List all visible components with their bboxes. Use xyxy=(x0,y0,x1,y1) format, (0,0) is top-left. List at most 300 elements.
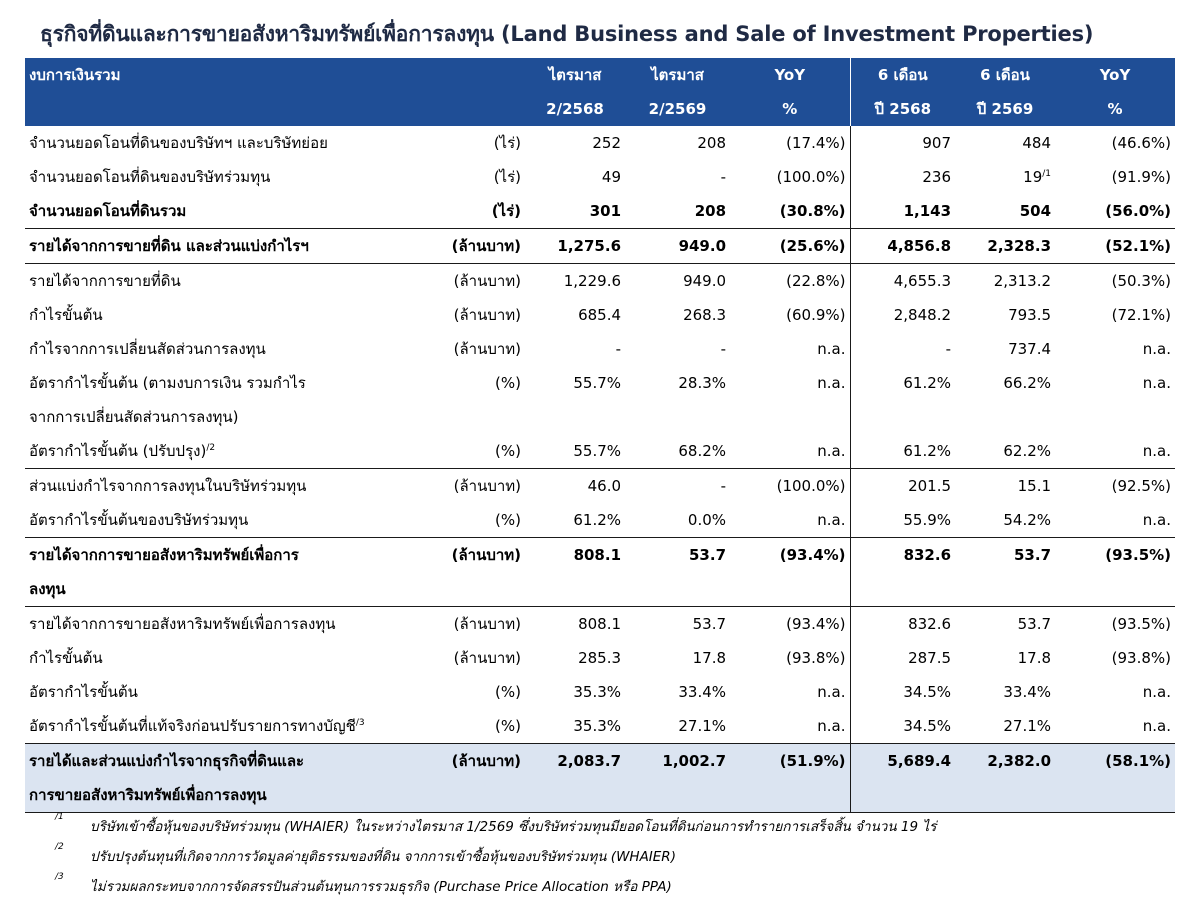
cell-yoy-6m xyxy=(1055,469,1175,504)
cell-q2-2568 xyxy=(525,332,625,366)
cell-value: 949.0 xyxy=(678,237,727,255)
row-label-text: รายได้จากการขายที่ดิน และส่วนแบ่งกำไรฯ xyxy=(29,237,309,255)
cell-value: (17.4%) xyxy=(786,134,846,152)
cell-value: 737.4 xyxy=(1008,340,1052,358)
cell-value: 4,856.8 xyxy=(887,237,952,255)
table-row xyxy=(25,503,1175,538)
cell-value: n.a. xyxy=(817,717,846,735)
row-label-text: จำนวนยอดโอนที่ดินของบริษัทฯ และบริษัทย่อย xyxy=(29,134,328,152)
row-unit: (ล้านบาท) xyxy=(453,340,522,358)
row-unit: (%) xyxy=(495,442,522,460)
cell-value: 49 xyxy=(601,168,622,186)
cell-yoy-6m xyxy=(1055,126,1175,160)
cell-q2-2569 xyxy=(625,264,730,299)
row-label-text: ส่วนแบ่งกำไรจากการลงทุนในบริษัทร่วมทุน xyxy=(29,477,307,495)
cell-value: (51.9%) xyxy=(779,752,846,770)
header-col-q2-2569: ไตรมาส xyxy=(625,58,730,92)
cell-value: 949.0 xyxy=(683,272,727,290)
cell-yoy-6m xyxy=(1055,434,1175,469)
cell-yoy-q xyxy=(730,675,850,709)
table-row xyxy=(25,264,1175,299)
cell-q2-2568 xyxy=(525,641,625,675)
row-unit: (%) xyxy=(495,374,522,392)
cell-value: - xyxy=(720,477,727,495)
cell-value: 53.7 xyxy=(1014,546,1052,564)
table-row xyxy=(25,675,1175,709)
table-row xyxy=(25,126,1175,160)
cell-value: (50.3%) xyxy=(1111,272,1172,290)
cell-yoy-q xyxy=(730,641,850,675)
cell-q2-2569 xyxy=(625,160,730,194)
row-label xyxy=(25,744,425,813)
cell-value: 19 xyxy=(1023,168,1043,186)
cell-value: (92.5%) xyxy=(1111,477,1172,495)
cell-6m-2569 xyxy=(955,366,1055,434)
cell-6m-2568 xyxy=(850,469,955,504)
cell-yoy-6m xyxy=(1055,709,1175,744)
cell-value: 34.5% xyxy=(903,717,952,735)
cell-yoy-q xyxy=(730,709,850,744)
cell-value: (30.8%) xyxy=(779,202,846,220)
row-label-text: กำไรจากการเปลี่ยนสัดส่วนการลงทุน xyxy=(29,340,266,358)
financial-table xyxy=(25,58,1175,813)
cell-6m-2569 xyxy=(955,229,1055,264)
cell-6m-2569 xyxy=(955,434,1055,469)
cell-6m-2568 xyxy=(850,503,955,538)
cell-value: 54.2% xyxy=(1003,511,1052,529)
cell-yoy-q xyxy=(730,229,850,264)
cell-q2-2568 xyxy=(525,194,625,229)
cell-6m-2568 xyxy=(850,641,955,675)
row-unit: (ล้านบาท) xyxy=(425,744,525,813)
cell-value: 301 xyxy=(589,202,622,220)
cell-value: 208 xyxy=(694,202,727,220)
cell-value: 15.1 xyxy=(1017,477,1052,495)
header-label: งบการเงินรวม xyxy=(25,58,525,92)
cell-q2-2568 xyxy=(525,264,625,299)
cell-value: 2,382.0 xyxy=(987,752,1052,770)
cell-6m-2568 xyxy=(850,675,955,709)
cell-yoy-6m xyxy=(1055,160,1175,194)
cell-q2-2569 xyxy=(625,503,730,538)
cell-value: 53.7 xyxy=(1017,615,1052,633)
cell-yoy-6m xyxy=(1055,538,1175,607)
cell-value: (100.0%) xyxy=(776,477,846,495)
footnote-text: บริษัทเข้าซื้อหุ้นของบริษัทร่วมทุน (WHAIER) ในระหว่างไตรมาส 1/2569 ซึ่งบริษัทร่วมทุนมียอดโอนที่ดินก่อนการทำรายการเสร็จสิ้น จำนวน 19 ไร่ xyxy=(90,819,937,835)
cell-yoy-q xyxy=(730,366,850,434)
cell-value: 35.3% xyxy=(573,717,622,735)
header-col-yoy-q-sub: % xyxy=(730,92,850,126)
row-label xyxy=(25,675,425,709)
header-col-q2-2568: ไตรมาส xyxy=(525,58,625,92)
cell-value: 35.3% xyxy=(573,683,622,701)
cell-6m-2568 xyxy=(850,434,955,469)
cell-q2-2569 xyxy=(625,607,730,642)
row-label xyxy=(25,434,425,469)
cell-6m-2568 xyxy=(850,194,955,229)
cell-value: 1,229.6 xyxy=(563,272,622,290)
header-col-6m-2569-sub: ปี 2569 xyxy=(955,92,1055,126)
row-label xyxy=(25,709,425,744)
row-label-text-2: การขายอสังหาริมทรัพย์เพื่อการลงทุน xyxy=(29,786,267,804)
cell-value: 1,143 xyxy=(903,202,952,220)
cell-6m-2569 xyxy=(955,709,1055,744)
cell-value: (91.9%) xyxy=(1111,168,1172,186)
cell-yoy-6m xyxy=(1055,229,1175,264)
cell-value: (22.8%) xyxy=(786,272,846,290)
cell-value: - xyxy=(945,340,952,358)
cell-q2-2568 xyxy=(525,160,625,194)
cell-q2-2569 xyxy=(625,194,730,229)
cell-value: n.a. xyxy=(817,511,846,529)
header-col-yoy-q: YoY xyxy=(730,58,850,92)
row-unit: (ล้านบาท) xyxy=(425,538,525,607)
cell-6m-2569 xyxy=(955,538,1055,607)
cell-value: n.a. xyxy=(1142,374,1172,392)
row-label-text: อัตรากำไรขั้นต้นของบริษัทร่วมทุน xyxy=(29,511,249,529)
cell-value: (93.8%) xyxy=(786,649,846,667)
row-label-text: รายได้จากการขายที่ดิน xyxy=(29,272,181,290)
cell-6m-2568 xyxy=(850,709,955,744)
cell-6m-2568 xyxy=(850,298,955,332)
cell-yoy-q xyxy=(730,434,850,469)
table-row xyxy=(25,469,1175,504)
cell-value: 285.3 xyxy=(578,649,622,667)
table-row xyxy=(25,229,1175,264)
row-label xyxy=(25,332,425,366)
row-label-text-2: ลงทุน xyxy=(29,580,66,598)
cell-value: 17.8 xyxy=(1017,649,1052,667)
row-unit: (ล้านบาท) xyxy=(425,469,525,504)
row-unit: (ไร่) xyxy=(493,168,522,186)
table-row xyxy=(25,709,1175,744)
cell-q2-2569 xyxy=(625,744,730,813)
cell-q2-2569 xyxy=(625,641,730,675)
cell-value: 208 xyxy=(697,134,727,152)
row-label xyxy=(25,366,425,434)
footnote-text: ปรับปรุงต้นทุนที่เกิดจากการวัดมูลค่ายุติธรรมของที่ดิน จากการเข้าซื้อหุ้นของบริษัทร่วมทุน (WHAIER) xyxy=(90,849,676,865)
cell-q2-2568 xyxy=(525,607,625,642)
cell-value: 66.2% xyxy=(1003,374,1052,392)
header-col-6m-2568: 6 เดือน xyxy=(850,58,955,92)
cell-q2-2568 xyxy=(525,469,625,504)
cell-q2-2568 xyxy=(525,503,625,538)
row-unit: (ไร่) xyxy=(491,202,522,220)
cell-value: 5,689.4 xyxy=(887,752,952,770)
header-col-yoy-6m: YoY xyxy=(1055,58,1175,92)
cell-q2-2569 xyxy=(625,675,730,709)
row-label xyxy=(25,469,425,504)
cell-value: (60.9%) xyxy=(786,306,846,324)
cell-q2-2568 xyxy=(525,434,625,469)
cell-value: 832.6 xyxy=(908,615,952,633)
table-row xyxy=(25,160,1175,194)
cell-value: (25.6%) xyxy=(779,237,846,255)
cell-q2-2569 xyxy=(625,434,730,469)
row-label-text: กำไรขั้นต้น xyxy=(29,649,103,667)
cell-value: - xyxy=(720,340,727,358)
cell-value: n.a. xyxy=(817,683,846,701)
header-col-6m-2568-sub: ปี 2568 xyxy=(850,92,955,126)
row-label-text: รายได้จากการขายอสังหาริมทรัพย์เพื่อการ xyxy=(29,546,299,564)
row-unit: (%) xyxy=(495,683,522,701)
cell-value: 2,083.7 xyxy=(557,752,622,770)
cell-value: n.a. xyxy=(1142,511,1172,529)
cell-value: n.a. xyxy=(817,374,846,392)
cell-value: 252 xyxy=(592,134,622,152)
cell-value: 34.5% xyxy=(903,683,952,701)
footnote-mark: /2 xyxy=(55,842,64,852)
cell-q2-2569 xyxy=(625,469,730,504)
cell-value: 832.6 xyxy=(903,546,952,564)
cell-6m-2569 xyxy=(955,332,1055,366)
cell-value: 62.2% xyxy=(1003,442,1052,460)
cell-value: 2,328.3 xyxy=(987,237,1052,255)
cell-6m-2569 xyxy=(955,160,1055,194)
cell-value: 61.2% xyxy=(903,374,952,392)
cell-q2-2568 xyxy=(525,126,625,160)
cell-yoy-q xyxy=(730,126,850,160)
cell-q2-2568 xyxy=(525,744,625,813)
row-label xyxy=(25,160,425,194)
cell-6m-2568 xyxy=(850,264,955,299)
cell-value: n.a. xyxy=(817,442,846,460)
cell-yoy-6m xyxy=(1055,503,1175,538)
cell-6m-2569 xyxy=(955,675,1055,709)
cell-value: n.a. xyxy=(817,340,846,358)
cell-yoy-q xyxy=(730,298,850,332)
cell-value: n.a. xyxy=(1142,683,1172,701)
cell-value: - xyxy=(720,168,727,186)
table-row xyxy=(25,366,1175,434)
row-label-text: อัตรากำไรขั้นต้นที่แท้จริงก่อนปรับรายการทางบัญชี xyxy=(29,717,356,735)
cell-value: 2,848.2 xyxy=(893,306,952,324)
row-label xyxy=(25,126,425,160)
row-label-text: รายได้และส่วนแบ่งกำไรจากธุรกิจที่ดินและ xyxy=(29,752,305,770)
cell-value: 484 xyxy=(1022,134,1052,152)
cell-6m-2569 xyxy=(955,469,1055,504)
cell-value: 55.7% xyxy=(573,374,622,392)
footnote-mark: /1 xyxy=(55,812,64,822)
cell-q2-2569 xyxy=(625,366,730,434)
cell-q2-2568 xyxy=(525,675,625,709)
row-label xyxy=(25,607,425,642)
row-label-text: อัตรากำไรขั้นต้น (ปรับปรุง) xyxy=(29,442,207,460)
cell-yoy-q xyxy=(730,469,850,504)
page-title: ธุรกิจที่ดินและการขายอสังหาริมทรัพย์เพื่อการลงทุน (Land Business and Sale of Investment Properties) xyxy=(40,22,1094,46)
cell-q2-2569 xyxy=(625,709,730,744)
table-row xyxy=(25,538,1175,607)
cell-value: (58.1%) xyxy=(1105,752,1172,770)
footnote-ref: /3 xyxy=(355,718,365,728)
footnote-mark: /3 xyxy=(55,872,64,882)
row-label xyxy=(25,298,425,332)
row-label-text: รายได้จากการขายอสังหาริมทรัพย์เพื่อการลงทุน xyxy=(29,615,336,633)
header-col-yoy-6m-sub: % xyxy=(1055,92,1175,126)
cell-yoy-q xyxy=(730,538,850,607)
row-label-text: กำไรขั้นต้น xyxy=(29,306,103,324)
row-label xyxy=(25,641,425,675)
row-unit: (%) xyxy=(495,717,522,735)
cell-6m-2568 xyxy=(850,607,955,642)
cell-6m-2569 xyxy=(955,126,1055,160)
row-label xyxy=(25,264,425,299)
cell-value: (100.0%) xyxy=(776,168,846,186)
table-row xyxy=(25,332,1175,366)
footnote-text: ไม่รวมผลกระทบจากการจัดสรรปันส่วนต้นทุนการรวมธุรกิจ (Purchase Price Allocation หรือ PPA) xyxy=(90,879,672,895)
cell-q2-2568 xyxy=(525,366,625,434)
cell-value: 33.4% xyxy=(678,683,727,701)
cell-value: 17.8 xyxy=(692,649,727,667)
cell-6m-2568 xyxy=(850,538,955,607)
cell-yoy-q xyxy=(730,744,850,813)
cell-value: 68.2% xyxy=(678,442,727,460)
row-unit: (ล้านบาท) xyxy=(425,229,525,264)
cell-value: (52.1%) xyxy=(1105,237,1172,255)
cell-value: 793.5 xyxy=(1008,306,1052,324)
row-unit: (%) xyxy=(495,511,522,529)
cell-value: 685.4 xyxy=(578,306,622,324)
row-label-text: อัตรากำไรขั้นต้น xyxy=(29,683,138,701)
cell-6m-2569 xyxy=(955,298,1055,332)
row-unit: (ล้านบาท) xyxy=(425,264,525,299)
cell-value: 27.1% xyxy=(1003,717,1052,735)
cell-value: 61.2% xyxy=(903,442,952,460)
cell-yoy-6m xyxy=(1055,194,1175,229)
cell-q2-2568 xyxy=(525,538,625,607)
row-label xyxy=(25,229,425,264)
cell-6m-2569 xyxy=(955,264,1055,299)
cell-yoy-q xyxy=(730,264,850,299)
row-label-text: จำนวนยอดโอนที่ดินรวม xyxy=(29,202,187,220)
cell-q2-2569 xyxy=(625,229,730,264)
header-row-1 xyxy=(25,58,1175,92)
cell-value: 808.1 xyxy=(573,546,622,564)
cell-value: 53.7 xyxy=(692,615,727,633)
table-row xyxy=(25,194,1175,229)
row-label-text: อัตรากำไรขั้นต้น (ตามงบการเงิน รวมกำไร xyxy=(29,374,306,392)
cell-yoy-q xyxy=(730,332,850,366)
cell-yoy-6m xyxy=(1055,366,1175,434)
header-row-2 xyxy=(25,92,1175,126)
cell-q2-2568 xyxy=(525,709,625,744)
cell-6m-2568 xyxy=(850,744,955,813)
cell-value: 2,313.2 xyxy=(993,272,1052,290)
row-label-text: จำนวนยอดโอนที่ดินของบริษัทร่วมทุน xyxy=(29,168,271,186)
cell-value: n.a. xyxy=(1142,717,1172,735)
table-row xyxy=(25,298,1175,332)
cell-value: (56.0%) xyxy=(1105,202,1172,220)
cell-value: n.a. xyxy=(1142,340,1172,358)
cell-6m-2568 xyxy=(850,366,955,434)
cell-value: (93.8%) xyxy=(1111,649,1172,667)
row-label xyxy=(25,503,425,538)
cell-value: 4,655.3 xyxy=(893,272,952,290)
cell-value: 33.4% xyxy=(1003,683,1052,701)
cell-q2-2569 xyxy=(625,538,730,607)
row-unit: (ล้านบาท) xyxy=(453,306,522,324)
cell-value: 28.3% xyxy=(678,374,727,392)
table-row xyxy=(25,607,1175,642)
cell-value: 236 xyxy=(922,168,952,186)
cell-value: (93.4%) xyxy=(779,546,846,564)
cell-value: (93.4%) xyxy=(786,615,846,633)
cell-value: 268.3 xyxy=(683,306,727,324)
cell-value: 504 xyxy=(1019,202,1052,220)
cell-value: 0.0% xyxy=(687,511,727,529)
row-label-text-2: จากการเปลี่ยนสัดส่วนการลงทุน) xyxy=(29,408,239,426)
cell-6m-2569 xyxy=(955,641,1055,675)
cell-6m-2569 xyxy=(955,607,1055,642)
cell-6m-2568 xyxy=(850,160,955,194)
cell-value: 287.5 xyxy=(908,649,952,667)
table-row xyxy=(25,641,1175,675)
cell-6m-2569 xyxy=(955,744,1055,813)
cell-6m-2568 xyxy=(850,229,955,264)
cell-value: (46.6%) xyxy=(1111,134,1172,152)
cell-value: 1,275.6 xyxy=(557,237,622,255)
cell-6m-2569 xyxy=(955,503,1055,538)
cell-q2-2569 xyxy=(625,298,730,332)
header-col-6m-2569: 6 เดือน xyxy=(955,58,1055,92)
row-unit: (ล้านบาท) xyxy=(425,607,525,642)
cell-yoy-q xyxy=(730,607,850,642)
footnote-ref: /2 xyxy=(206,443,216,453)
header-col-q2-2569-sub: 2/2569 xyxy=(625,92,730,126)
cell-q2-2568 xyxy=(525,298,625,332)
cell-value: 201.5 xyxy=(908,477,952,495)
cell-value: 53.7 xyxy=(689,546,727,564)
cell-value: (93.5%) xyxy=(1105,546,1172,564)
table-row xyxy=(25,434,1175,469)
cell-yoy-6m xyxy=(1055,675,1175,709)
cell-yoy-q xyxy=(730,160,850,194)
cell-yoy-6m xyxy=(1055,607,1175,642)
row-unit: (ล้านบาท) xyxy=(453,649,522,667)
cell-value: 27.1% xyxy=(678,717,727,735)
footnote-ref: /1 xyxy=(1042,169,1052,179)
cell-value: 1,002.7 xyxy=(662,752,727,770)
cell-6m-2569 xyxy=(955,194,1055,229)
cell-q2-2569 xyxy=(625,126,730,160)
cell-yoy-6m xyxy=(1055,744,1175,813)
table-row xyxy=(25,744,1175,813)
cell-value: 61.2% xyxy=(573,511,622,529)
cell-yoy-q xyxy=(730,194,850,229)
cell-q2-2568 xyxy=(525,229,625,264)
cell-value: 55.9% xyxy=(903,511,952,529)
cell-value: 808.1 xyxy=(578,615,622,633)
row-label xyxy=(25,538,425,607)
row-unit: (ไร่) xyxy=(493,134,522,152)
cell-yoy-6m xyxy=(1055,298,1175,332)
cell-value: - xyxy=(615,340,622,358)
cell-value: n.a. xyxy=(1142,442,1172,460)
cell-value: 55.7% xyxy=(573,442,622,460)
cell-6m-2568 xyxy=(850,332,955,366)
header-col-q2-2568-sub: 2/2568 xyxy=(525,92,625,126)
cell-value: (93.5%) xyxy=(1111,615,1172,633)
cell-q2-2569 xyxy=(625,332,730,366)
cell-yoy-6m xyxy=(1055,641,1175,675)
cell-value: 46.0 xyxy=(587,477,622,495)
cell-6m-2568 xyxy=(850,126,955,160)
cell-value: (72.1%) xyxy=(1111,306,1172,324)
cell-yoy-6m xyxy=(1055,264,1175,299)
row-label xyxy=(25,194,425,229)
cell-value: 907 xyxy=(922,134,952,152)
cell-yoy-6m xyxy=(1055,332,1175,366)
